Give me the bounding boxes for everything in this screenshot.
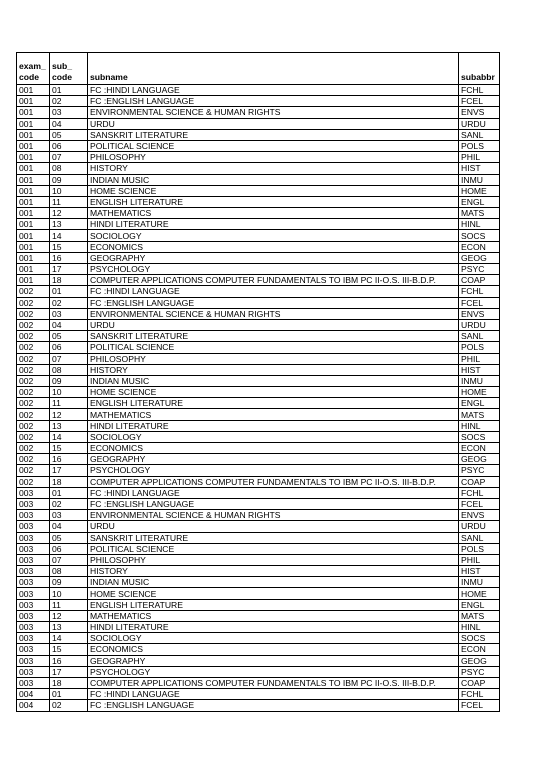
subname-cell: INDIAN MUSIC — [88, 577, 459, 588]
subname-cell: PHILOSOPHY — [88, 353, 459, 364]
subname-cell: URDU — [88, 118, 459, 129]
exam-code-cell: 002 — [17, 308, 50, 319]
subname-cell: ENGLISH LITERATURE — [88, 196, 459, 207]
subname-cell: INDIAN MUSIC — [88, 375, 459, 386]
sub-code-cell: 01 — [50, 286, 88, 297]
exam-code-cell: 003 — [17, 543, 50, 554]
table-row — [17, 375, 500, 386]
subabbr-cell: PHIL — [459, 554, 500, 565]
table-row — [17, 454, 500, 465]
sub-code-cell: 02 — [50, 498, 88, 509]
exam-code-cell: 003 — [17, 521, 50, 532]
subabbr-cell: FCHL — [459, 487, 500, 498]
sub-code-cell: 02 — [50, 96, 88, 107]
exam-code-cell: 001 — [17, 185, 50, 196]
exam-code-cell: 003 — [17, 622, 50, 633]
subname-cell: HOME SCIENCE — [88, 387, 459, 398]
table-row — [17, 364, 500, 375]
subabbr-cell: HOME — [459, 387, 500, 398]
sub-code-cell: 05 — [50, 532, 88, 543]
subname-cell: POLITICAL SCIENCE — [88, 342, 459, 353]
table-row — [17, 286, 500, 297]
subname-cell: ECONOMICS — [88, 241, 459, 252]
table-row — [17, 398, 500, 409]
exam-code-cell: 002 — [17, 353, 50, 364]
table-row — [17, 543, 500, 554]
header-exam-code: exam_ code — [17, 53, 50, 85]
subject-table — [16, 52, 500, 712]
subabbr-cell: INMU — [459, 375, 500, 386]
sub-code-cell: 03 — [50, 510, 88, 521]
exam-code-cell: 003 — [17, 487, 50, 498]
exam-code-cell: 003 — [17, 532, 50, 543]
subname-cell: SANSKRIT LITERATURE — [88, 532, 459, 543]
subname-cell: FC :ENGLISH LANGUAGE — [88, 498, 459, 509]
subname-cell: MATHEMATICS — [88, 409, 459, 420]
table-row — [17, 666, 500, 677]
table-row — [17, 521, 500, 532]
subabbr-cell: FCEL — [459, 498, 500, 509]
exam-code-cell: 001 — [17, 118, 50, 129]
sub-code-cell: 03 — [50, 308, 88, 319]
sub-code-cell: 15 — [50, 241, 88, 252]
subname-cell: URDU — [88, 521, 459, 532]
table-row — [17, 476, 500, 487]
table-row — [17, 208, 500, 219]
exam-code-cell: 001 — [17, 196, 50, 207]
exam-code-cell: 003 — [17, 599, 50, 610]
subname-cell: HISTORY — [88, 364, 459, 375]
exam-code-cell: 003 — [17, 566, 50, 577]
sub-code-cell: 04 — [50, 118, 88, 129]
subabbr-cell: FCHL — [459, 85, 500, 96]
sub-code-cell: 03 — [50, 107, 88, 118]
table-row — [17, 342, 500, 353]
subname-cell: ENVIRONMENTAL SCIENCE & HUMAN RIGHTS — [88, 107, 459, 118]
subname-cell: ENGLISH LITERATURE — [88, 599, 459, 610]
table-row — [17, 264, 500, 275]
subname-cell: SOCIOLOGY — [88, 431, 459, 442]
subname-cell: FC :HINDI LANGUAGE — [88, 487, 459, 498]
subname-cell: POLITICAL SCIENCE — [88, 140, 459, 151]
subabbr-cell: SANL — [459, 532, 500, 543]
exam-code-cell: 003 — [17, 633, 50, 644]
subabbr-cell: HOME — [459, 588, 500, 599]
sub-code-cell: 18 — [50, 275, 88, 286]
table-row — [17, 174, 500, 185]
sub-code-cell: 04 — [50, 521, 88, 532]
subabbr-cell: SOCS — [459, 431, 500, 442]
sub-code-cell: 18 — [50, 476, 88, 487]
subname-cell: SANSKRIT LITERATURE — [88, 129, 459, 140]
sub-code-cell: 05 — [50, 129, 88, 140]
table-row — [17, 532, 500, 543]
subname-cell: COMPUTER APPLICATIONS COMPUTER FUNDAMENTALS TO IBM PC II-O.S. III-B.D.P. — [88, 476, 459, 487]
exam-code-cell: 002 — [17, 364, 50, 375]
exam-code-cell: 002 — [17, 297, 50, 308]
sub-code-cell: 07 — [50, 554, 88, 565]
table-row — [17, 498, 500, 509]
sub-code-cell: 02 — [50, 297, 88, 308]
table-row — [17, 152, 500, 163]
subname-cell: PHILOSOPHY — [88, 152, 459, 163]
header-row — [17, 53, 500, 85]
table-body — [17, 85, 500, 712]
subname-cell: POLITICAL SCIENCE — [88, 543, 459, 554]
subabbr-cell: COAP — [459, 677, 500, 688]
subname-cell: PSYCHOLOGY — [88, 465, 459, 476]
subabbr-cell: PHIL — [459, 353, 500, 364]
subname-cell: INDIAN MUSIC — [88, 174, 459, 185]
sub-code-cell: 17 — [50, 666, 88, 677]
exam-code-cell: 002 — [17, 420, 50, 431]
table-row — [17, 655, 500, 666]
table-row — [17, 465, 500, 476]
subname-cell: MATHEMATICS — [88, 610, 459, 621]
sub-code-cell: 13 — [50, 219, 88, 230]
subabbr-cell: SOCS — [459, 230, 500, 241]
exam-code-cell: 001 — [17, 275, 50, 286]
table-row — [17, 566, 500, 577]
subname-cell: FC :HINDI LANGUAGE — [88, 85, 459, 96]
subname-cell: HINDI LITERATURE — [88, 622, 459, 633]
subname-cell: GEOGRAPHY — [88, 252, 459, 263]
subabbr-cell: GEOG — [459, 655, 500, 666]
subname-cell: SANSKRIT LITERATURE — [88, 331, 459, 342]
table-row — [17, 677, 500, 688]
table-row — [17, 140, 500, 151]
subname-cell: GEOGRAPHY — [88, 454, 459, 465]
table-row — [17, 387, 500, 398]
table-row — [17, 319, 500, 330]
subname-cell: COMPUTER APPLICATIONS COMPUTER FUNDAMENTALS TO IBM PC II-O.S. III-B.D.P. — [88, 677, 459, 688]
sub-code-cell: 12 — [50, 409, 88, 420]
table-row — [17, 443, 500, 454]
sub-code-cell: 10 — [50, 387, 88, 398]
exam-code-cell: 002 — [17, 319, 50, 330]
sub-code-cell: 13 — [50, 420, 88, 431]
exam-code-cell: 004 — [17, 689, 50, 700]
sub-code-cell: 10 — [50, 588, 88, 599]
table-row — [17, 577, 500, 588]
sub-code-cell: 09 — [50, 174, 88, 185]
subabbr-cell: FCHL — [459, 286, 500, 297]
sub-code-cell: 06 — [50, 543, 88, 554]
subabbr-cell: POLS — [459, 342, 500, 353]
subname-cell: MATHEMATICS — [88, 208, 459, 219]
sub-code-cell: 07 — [50, 353, 88, 364]
subabbr-cell: ECON — [459, 241, 500, 252]
table-row — [17, 700, 500, 711]
subname-cell: ENGLISH LITERATURE — [88, 398, 459, 409]
exam-code-cell: 003 — [17, 655, 50, 666]
exam-code-cell: 001 — [17, 140, 50, 151]
subabbr-cell: INMU — [459, 174, 500, 185]
exam-code-cell: 001 — [17, 152, 50, 163]
subname-cell: URDU — [88, 319, 459, 330]
subname-cell: FC :HINDI LANGUAGE — [88, 689, 459, 700]
subabbr-cell: URDU — [459, 319, 500, 330]
exam-code-cell: 002 — [17, 409, 50, 420]
exam-code-cell: 002 — [17, 375, 50, 386]
exam-code-cell: 001 — [17, 107, 50, 118]
table-row — [17, 588, 500, 599]
exam-code-cell: 003 — [17, 510, 50, 521]
sub-code-cell: 18 — [50, 677, 88, 688]
sub-code-cell: 06 — [50, 342, 88, 353]
sub-code-cell: 17 — [50, 264, 88, 275]
exam-code-cell: 002 — [17, 454, 50, 465]
table-row — [17, 230, 500, 241]
table-row — [17, 610, 500, 621]
subabbr-cell: GEOG — [459, 454, 500, 465]
sub-code-cell: 12 — [50, 610, 88, 621]
exam-code-cell: 002 — [17, 431, 50, 442]
subabbr-cell: HOME — [459, 185, 500, 196]
subabbr-cell: ECON — [459, 443, 500, 454]
table-row — [17, 644, 500, 655]
subabbr-cell: ECON — [459, 644, 500, 655]
subabbr-cell: PSYC — [459, 264, 500, 275]
exam-code-cell: 002 — [17, 342, 50, 353]
subabbr-cell: ENGL — [459, 196, 500, 207]
subname-cell: HOME SCIENCE — [88, 588, 459, 599]
subname-cell: FC :ENGLISH LANGUAGE — [88, 700, 459, 711]
sub-code-cell: 12 — [50, 208, 88, 219]
exam-code-cell: 001 — [17, 252, 50, 263]
table-row — [17, 554, 500, 565]
exam-code-cell: 002 — [17, 286, 50, 297]
subabbr-cell: HIST — [459, 364, 500, 375]
subabbr-cell: ENVS — [459, 107, 500, 118]
exam-code-cell: 001 — [17, 85, 50, 96]
sub-code-cell: 15 — [50, 644, 88, 655]
subabbr-cell: MATS — [459, 409, 500, 420]
table-row — [17, 252, 500, 263]
sub-code-cell: 16 — [50, 252, 88, 263]
exam-code-cell: 003 — [17, 644, 50, 655]
sub-code-cell: 06 — [50, 140, 88, 151]
subabbr-cell: SOCS — [459, 633, 500, 644]
subabbr-cell: ENVS — [459, 510, 500, 521]
exam-code-cell: 001 — [17, 208, 50, 219]
table-row — [17, 431, 500, 442]
exam-code-cell: 002 — [17, 331, 50, 342]
sub-code-cell: 09 — [50, 577, 88, 588]
exam-code-cell: 002 — [17, 398, 50, 409]
sub-code-cell: 02 — [50, 700, 88, 711]
table-row — [17, 275, 500, 286]
sub-code-cell: 04 — [50, 319, 88, 330]
subname-cell: ECONOMICS — [88, 443, 459, 454]
sub-code-cell: 07 — [50, 152, 88, 163]
exam-code-cell: 001 — [17, 174, 50, 185]
subabbr-cell: PSYC — [459, 666, 500, 677]
table-row — [17, 622, 500, 633]
table-row — [17, 185, 500, 196]
exam-code-cell: 002 — [17, 443, 50, 454]
subabbr-cell: INMU — [459, 577, 500, 588]
table-row — [17, 196, 500, 207]
exam-code-cell: 002 — [17, 387, 50, 398]
subabbr-cell: URDU — [459, 118, 500, 129]
sub-code-cell: 08 — [50, 163, 88, 174]
sub-code-cell: 01 — [50, 689, 88, 700]
subabbr-cell: ENGL — [459, 599, 500, 610]
exam-code-cell: 001 — [17, 219, 50, 230]
subname-cell: SOCIOLOGY — [88, 633, 459, 644]
subabbr-cell: SANL — [459, 331, 500, 342]
subabbr-cell: PHIL — [459, 152, 500, 163]
table-row — [17, 118, 500, 129]
subname-cell: PSYCHOLOGY — [88, 666, 459, 677]
subabbr-cell: MATS — [459, 610, 500, 621]
sub-code-cell: 14 — [50, 230, 88, 241]
subname-cell: PSYCHOLOGY — [88, 264, 459, 275]
table-row — [17, 331, 500, 342]
subname-cell: HOME SCIENCE — [88, 185, 459, 196]
subabbr-cell: URDU — [459, 521, 500, 532]
exam-code-cell: 003 — [17, 577, 50, 588]
sub-code-cell: 15 — [50, 443, 88, 454]
table-row — [17, 353, 500, 364]
table-row — [17, 219, 500, 230]
subabbr-cell: HIST — [459, 566, 500, 577]
sub-code-cell: 14 — [50, 431, 88, 442]
exam-code-cell: 003 — [17, 554, 50, 565]
exam-code-cell: 001 — [17, 129, 50, 140]
subabbr-cell: POLS — [459, 543, 500, 554]
table-row — [17, 599, 500, 610]
subname-cell: SOCIOLOGY — [88, 230, 459, 241]
header-subabbr: subabbr — [459, 53, 500, 85]
table-row — [17, 107, 500, 118]
subabbr-cell: POLS — [459, 140, 500, 151]
table-row — [17, 297, 500, 308]
table-row — [17, 487, 500, 498]
subabbr-cell: HINL — [459, 622, 500, 633]
table-row — [17, 409, 500, 420]
subname-cell: FC :ENGLISH LANGUAGE — [88, 96, 459, 107]
table-row — [17, 85, 500, 96]
sub-code-cell: 11 — [50, 398, 88, 409]
subname-cell: ENVIRONMENTAL SCIENCE & HUMAN RIGHTS — [88, 308, 459, 319]
exam-code-cell: 003 — [17, 666, 50, 677]
table-row — [17, 129, 500, 140]
sub-code-cell: 14 — [50, 633, 88, 644]
sub-code-cell: 13 — [50, 622, 88, 633]
sub-code-cell: 08 — [50, 566, 88, 577]
subabbr-cell: COAP — [459, 275, 500, 286]
subabbr-cell: HINL — [459, 219, 500, 230]
subname-cell: HISTORY — [88, 566, 459, 577]
sub-code-cell: 01 — [50, 487, 88, 498]
subabbr-cell: ENGL — [459, 398, 500, 409]
exam-code-cell: 003 — [17, 588, 50, 599]
subabbr-cell: HINL — [459, 420, 500, 431]
table-row — [17, 96, 500, 107]
exam-code-cell: 004 — [17, 700, 50, 711]
sub-code-cell: 09 — [50, 375, 88, 386]
sub-code-cell: 08 — [50, 364, 88, 375]
subabbr-cell: FCEL — [459, 96, 500, 107]
exam-code-cell: 001 — [17, 264, 50, 275]
sub-code-cell: 01 — [50, 85, 88, 96]
subabbr-cell: GEOG — [459, 252, 500, 263]
table-row — [17, 308, 500, 319]
subabbr-cell: ENVS — [459, 308, 500, 319]
exam-code-cell: 001 — [17, 163, 50, 174]
sub-code-cell: 17 — [50, 465, 88, 476]
subname-cell: HINDI LITERATURE — [88, 420, 459, 431]
header-sub-code: sub_ code — [50, 53, 88, 85]
subabbr-cell: SANL — [459, 129, 500, 140]
sub-code-cell: 16 — [50, 655, 88, 666]
table-row — [17, 633, 500, 644]
sub-code-cell: 05 — [50, 331, 88, 342]
subname-cell: COMPUTER APPLICATIONS COMPUTER FUNDAMENTALS TO IBM PC II-O.S. III-B.D.P. — [88, 275, 459, 286]
subname-cell: FC :ENGLISH LANGUAGE — [88, 297, 459, 308]
sub-code-cell: 10 — [50, 185, 88, 196]
subname-cell: PHILOSOPHY — [88, 554, 459, 565]
table-row — [17, 241, 500, 252]
subabbr-cell: HIST — [459, 163, 500, 174]
exam-code-cell: 002 — [17, 465, 50, 476]
exam-code-cell: 003 — [17, 610, 50, 621]
subabbr-cell: FCHL — [459, 689, 500, 700]
subname-cell: HINDI LITERATURE — [88, 219, 459, 230]
table-row — [17, 689, 500, 700]
subname-cell: FC :HINDI LANGUAGE — [88, 286, 459, 297]
subname-cell: ENVIRONMENTAL SCIENCE & HUMAN RIGHTS — [88, 510, 459, 521]
subabbr-cell: MATS — [459, 208, 500, 219]
table-row — [17, 420, 500, 431]
subname-cell: ECONOMICS — [88, 644, 459, 655]
exam-code-cell: 003 — [17, 677, 50, 688]
table-row — [17, 163, 500, 174]
exam-code-cell: 001 — [17, 241, 50, 252]
table-row — [17, 510, 500, 521]
sub-code-cell: 11 — [50, 599, 88, 610]
subabbr-cell: PSYC — [459, 465, 500, 476]
subabbr-cell: FCEL — [459, 297, 500, 308]
subabbr-cell: FCEL — [459, 700, 500, 711]
exam-code-cell: 003 — [17, 498, 50, 509]
subname-cell: GEOGRAPHY — [88, 655, 459, 666]
header-subname: subname — [88, 53, 459, 85]
sub-code-cell: 11 — [50, 196, 88, 207]
exam-code-cell: 001 — [17, 230, 50, 241]
sub-code-cell: 16 — [50, 454, 88, 465]
subabbr-cell: COAP — [459, 476, 500, 487]
exam-code-cell: 001 — [17, 96, 50, 107]
exam-code-cell: 002 — [17, 476, 50, 487]
subname-cell: HISTORY — [88, 163, 459, 174]
